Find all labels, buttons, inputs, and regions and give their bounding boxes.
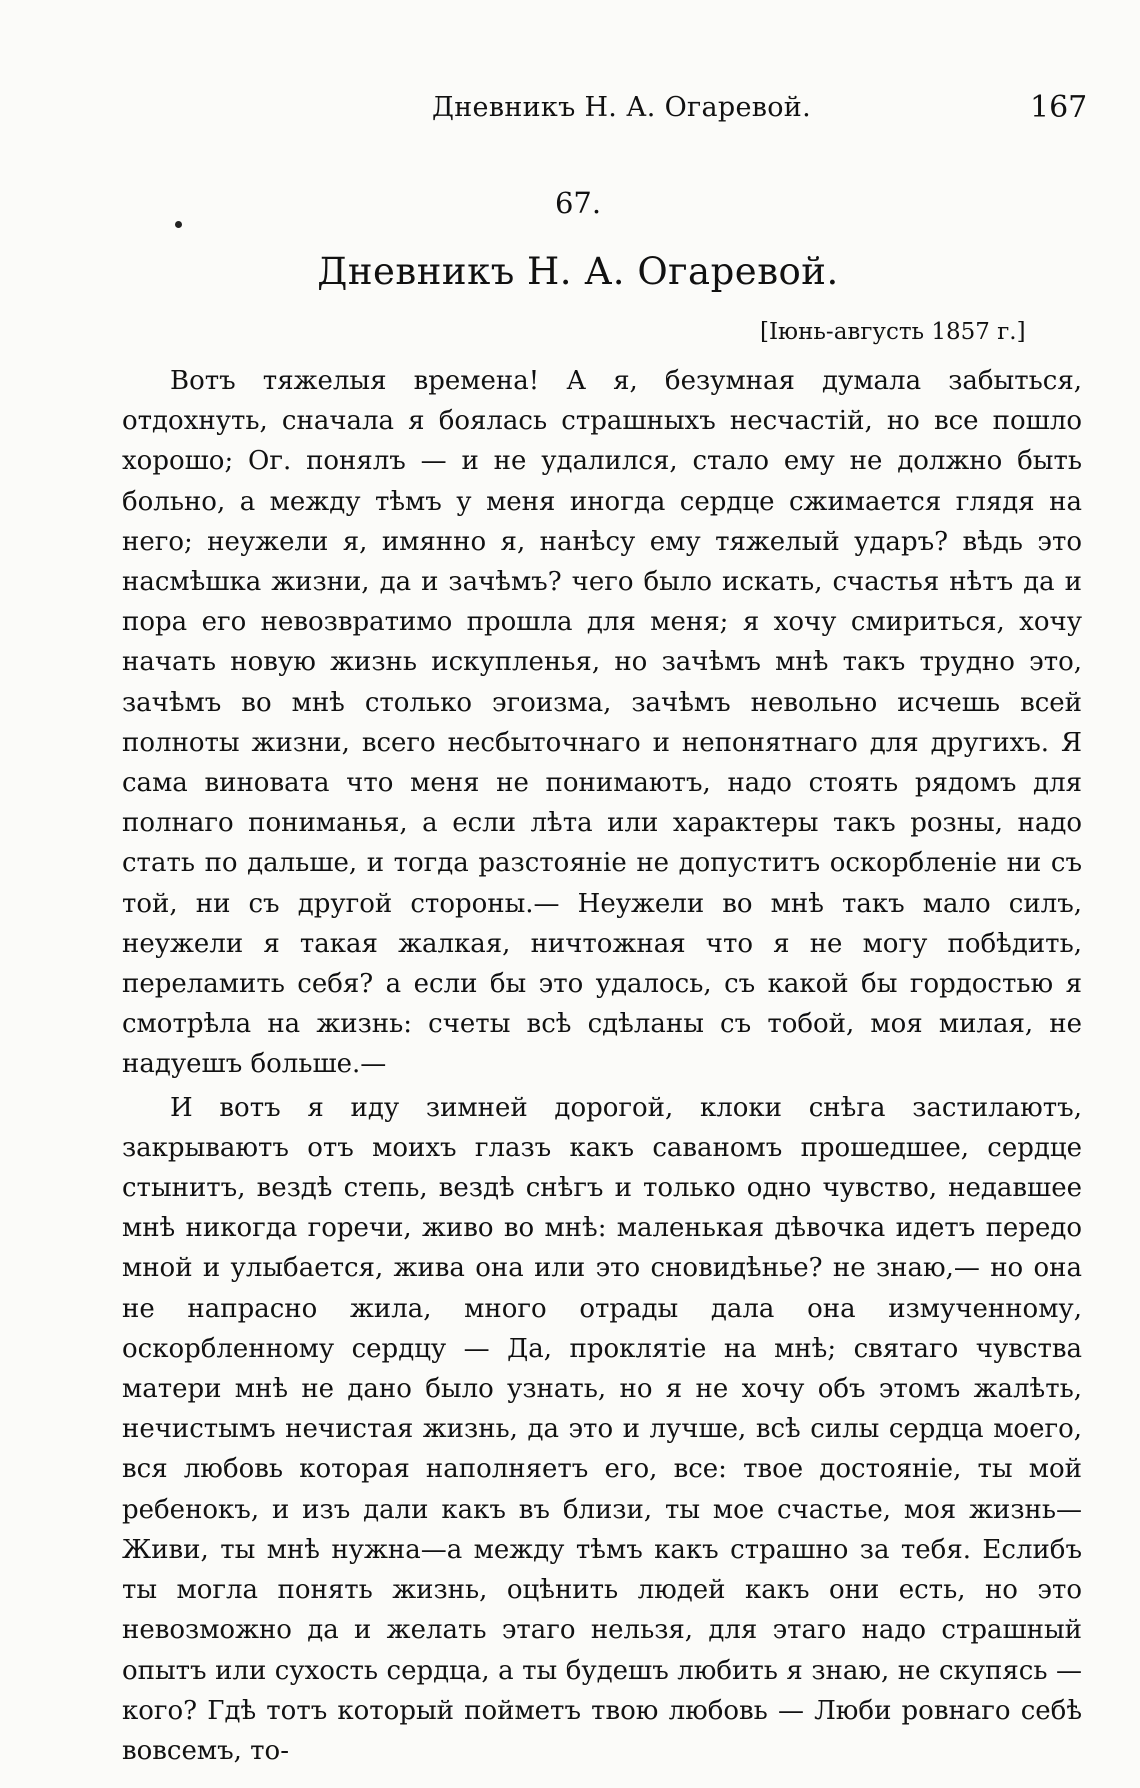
running-head-title: Дневникъ Н. А. Огаревой. <box>432 92 811 123</box>
document-date: [Іюнь-августь 1857 г.] <box>760 319 1026 345</box>
document-title: Дневникъ Н. А. Огаревой. <box>317 250 839 293</box>
paragraph: И вотъ я иду зимней дорогой, клоки снѣга застилаютъ, закрываютъ отъ моихъ глазъ какъ саваномъ прошедшее, сердце стынитъ, вездѣ степь, вездѣ снѣгъ и только одно чувство, недавшее мнѣ никогда горечи, живо во мнѣ: маленькая дѣвочка идетъ передо мной и улыбается, жива она или это сновидѣнье? не знаю,— но она не напрасно жила, много отрады дала она измученному, оскорбленному сердцу — Да, проклятіе на мнѣ; святаго чувства матери мнѣ не дано было узнать, но я не хочу объ этомъ жалѣть, нечистымъ нечистая жизнь, да это и лучше, всѣ силы сердца моего, вся любовь которая наполняетъ его, все: твое достояніе, ты мой ребенокъ, и изъ дали какъ въ близи, ты мое счастье, моя жизнь—Живи, ты мнѣ нужна—а между тѣмъ какъ страшно за тебя. Еслибъ ты могла понять жизнь, оцѣнить людей какъ они есть, но это невозможно да и желать этаго нельзя, для этаго надо страшный опытъ или сухость сердца, а ты будешъ любить я знаю, не скупясь — кого? Гдѣ тотъ который пойметъ твою любовь — Люби ровнаго себѣ вовсемъ, то- <box>122 1092 1082 1766</box>
paragraph: Вотъ тяжелыя времена! А я, безумная думала забыться, отдохнуть, сначала я боялась страшныхъ несчастій, но все пошло хорошо; Ог. понялъ — и не удалился, стало ему не должно быть больно, а между тѣмъ у меня иногда сердце сжимается глядя на него; неужели я, имянно я, нанѣсу ему тяжелый ударъ? вѣдь это насмѣшка жизни, да и зачѣмъ? чего было искать, счастья нѣтъ да и пора его невозвратимо прошла для меня; я хочу смириться, хочу начать новую жизнь искупленья, но зачѣмъ мнѣ такъ трудно это, зачѣмъ во мнѣ столько эгоизма, зачѣмъ невольно исчешь всей полноты жизни, всего несбыточнаго и непонятнаго для другихъ. Я сама виновата что меня не понимаютъ, надо стоять рядомъ для полнаго пониманья, а если лѣта или характеры такъ розны, надо стать по дальше, и тогда разстояніе не допуститъ оскорбленіе ни съ той, ни съ другой стороны.— Неужели во мнѣ такъ мало силъ, неужели я такая жалкая, ничтожная что я не могу побѣдить, переламить себя? а если бы это удалось, съ какой бы гордостью я смотрѣла на жизнь: счеты всѣ сдѣланы съ тобой, моя милая, не надуешъ больше.— <box>122 366 1082 1080</box>
document-number: 67. <box>554 186 602 220</box>
print-speck <box>175 221 182 228</box>
running-head <box>0 92 1140 132</box>
body-text <box>122 361 1082 1771</box>
page-number: 167 <box>1030 90 1088 125</box>
